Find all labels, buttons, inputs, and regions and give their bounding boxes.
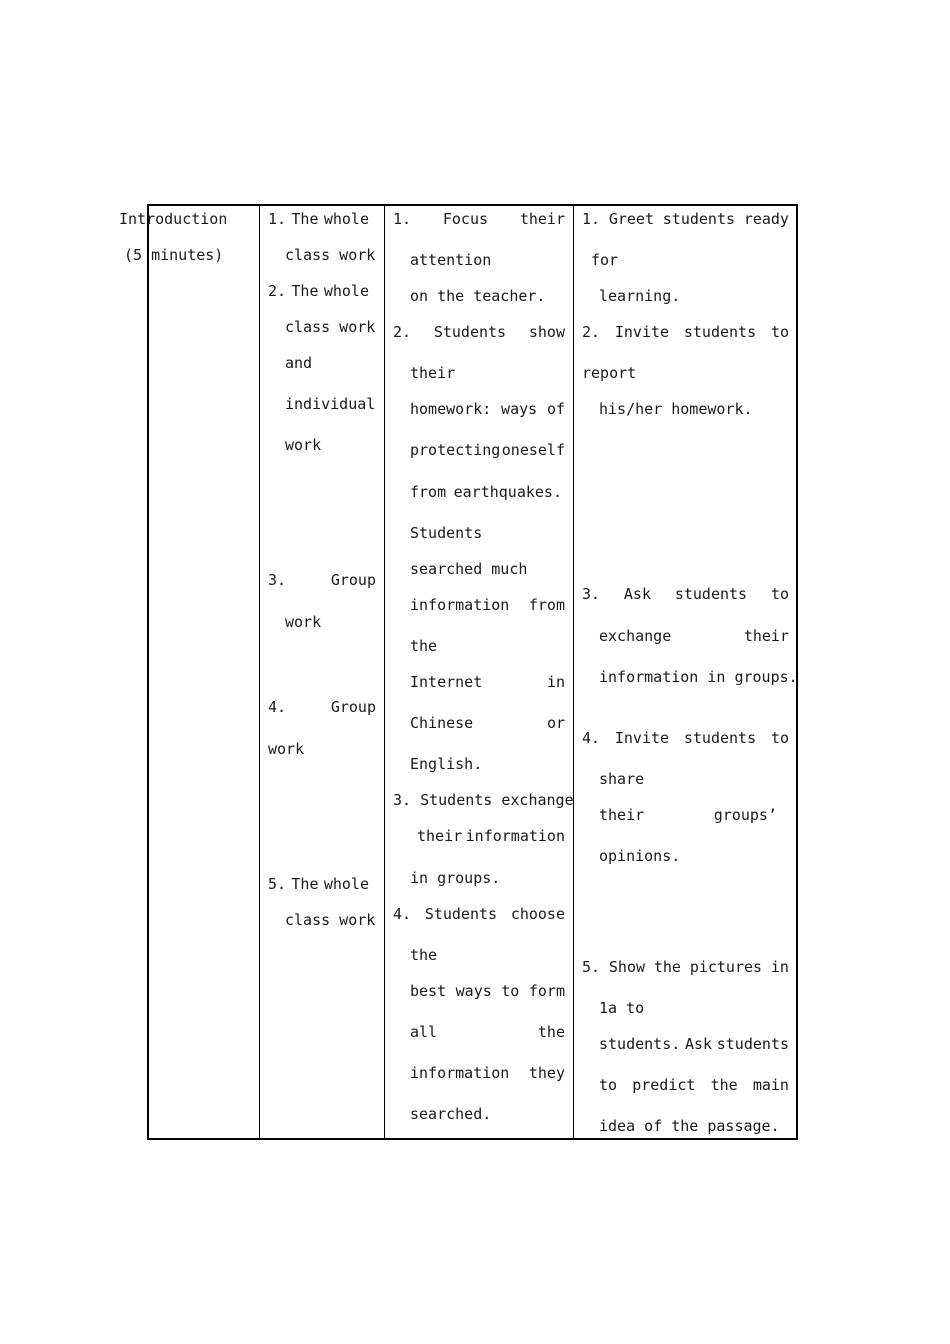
- word: Ask: [623, 585, 651, 603]
- interaction-line: [268, 698, 376, 716]
- word: of: [546, 400, 565, 418]
- teacher-activity-line: report: [582, 364, 637, 382]
- word: pictures: [689, 958, 763, 976]
- word: from: [528, 596, 565, 614]
- word: from: [410, 483, 447, 501]
- student-activity-line: Students: [410, 524, 483, 542]
- student-activity-line: the: [410, 637, 438, 655]
- word: students: [716, 1035, 789, 1053]
- word: 4.: [393, 905, 412, 923]
- word: 4.: [582, 729, 601, 747]
- student-activity-line: [410, 1023, 565, 1041]
- student-activity-line: [410, 596, 565, 614]
- student-activity-line: their: [410, 364, 456, 382]
- word: 1.: [582, 210, 601, 228]
- teacher-activity-line: [599, 1076, 789, 1094]
- word: Internet: [410, 673, 483, 691]
- student-activity-line: [410, 714, 565, 732]
- word: predict: [632, 1076, 696, 1094]
- word: Students: [424, 905, 498, 923]
- word: The: [291, 875, 319, 893]
- word: Focus: [442, 210, 489, 228]
- student-activity-line: [410, 982, 565, 1000]
- word: the: [537, 1023, 565, 1041]
- stage-time: (5 minutes): [124, 246, 224, 264]
- word: students: [683, 323, 757, 341]
- word: 3.: [582, 585, 601, 603]
- column-divider: [384, 206, 385, 1138]
- teacher-activity-line: learning.: [599, 287, 681, 305]
- student-activity-line: searched.: [410, 1105, 492, 1123]
- word: students: [683, 729, 757, 747]
- student-activity-line: [410, 441, 565, 459]
- student-activity-line: [410, 673, 565, 691]
- student-activity-line: [393, 210, 565, 228]
- word: whole: [323, 210, 369, 228]
- word: ready: [743, 210, 789, 228]
- teacher-activity-line: [582, 958, 789, 976]
- word: exchange: [599, 627, 672, 645]
- teacher-activity-line: [582, 729, 789, 747]
- word: 2.: [268, 282, 287, 300]
- student-activity-line: English.: [410, 755, 483, 773]
- interaction-line: [268, 210, 369, 228]
- student-activity-line: 3. Students exchange: [393, 791, 574, 809]
- teacher-activity-line: [582, 585, 789, 603]
- word: students: [674, 585, 748, 603]
- interaction-line: [268, 875, 369, 893]
- interaction-line: work: [268, 740, 305, 758]
- word: best: [410, 982, 447, 1000]
- word: to: [770, 323, 789, 341]
- word: 1.: [393, 210, 412, 228]
- student-activity-line: searched much: [410, 560, 528, 578]
- student-activity-line: [393, 905, 565, 923]
- word: in: [770, 958, 789, 976]
- student-activity-line: the: [410, 946, 438, 964]
- word: Invite: [614, 729, 670, 747]
- column-divider: [259, 206, 260, 1138]
- student-activity-line: [393, 323, 565, 341]
- word: form: [528, 982, 565, 1000]
- word: earthquakes.: [453, 483, 562, 501]
- interaction-line: [268, 282, 369, 300]
- word: groups’: [713, 806, 777, 824]
- word: in: [546, 673, 565, 691]
- word: protecting: [410, 441, 501, 459]
- word: Group: [330, 698, 376, 716]
- teacher-activity-line: share: [599, 770, 645, 788]
- word: 4.: [268, 698, 287, 716]
- student-activity-line: [410, 483, 562, 501]
- word: to: [501, 982, 520, 1000]
- teacher-activity-line: opinions.: [599, 847, 681, 865]
- word: the: [710, 1076, 738, 1094]
- word: 5.: [582, 958, 601, 976]
- word: to: [770, 729, 789, 747]
- teacher-activity-line: [599, 1035, 789, 1053]
- word: 5.: [268, 875, 287, 893]
- word: 3.: [268, 571, 287, 589]
- teacher-activity-line: idea of the passage.: [599, 1117, 780, 1135]
- word: to: [599, 1076, 618, 1094]
- word: ways: [455, 982, 492, 1000]
- student-activity-line: in groups.: [410, 869, 501, 887]
- word: Ask: [684, 1035, 713, 1053]
- student-activity-line: [410, 1064, 565, 1082]
- student-activity-line: on the teacher.: [410, 287, 546, 305]
- interaction-line: individual: [285, 395, 376, 413]
- word: information: [410, 1064, 510, 1082]
- student-activity-line: [417, 827, 565, 845]
- word: homework:: [410, 400, 492, 418]
- word: whole: [323, 875, 369, 893]
- word: Students: [433, 323, 507, 341]
- student-activity-line: attention: [410, 251, 492, 269]
- interaction-line: work: [285, 613, 322, 631]
- word: the: [653, 958, 681, 976]
- interaction-line: work: [285, 436, 322, 454]
- interaction-line: and: [285, 354, 313, 372]
- word: all: [410, 1023, 438, 1041]
- word: they: [528, 1064, 565, 1082]
- interaction-line: class work: [285, 246, 376, 264]
- word: oneself: [501, 441, 565, 459]
- teacher-activity-line: information in groups.: [599, 668, 798, 686]
- word: to: [770, 585, 789, 603]
- word: 2.: [393, 323, 412, 341]
- teacher-activity-line: [599, 806, 777, 824]
- teacher-activity-line: for: [591, 251, 619, 269]
- word: information: [465, 827, 565, 845]
- column-divider: [573, 206, 574, 1138]
- word: their: [519, 210, 565, 228]
- word: 1.: [268, 210, 287, 228]
- word: whole: [323, 282, 369, 300]
- word: or: [546, 714, 565, 732]
- word: main: [752, 1076, 789, 1094]
- word: their: [599, 806, 645, 824]
- word: choose: [510, 905, 565, 923]
- word: Show: [608, 958, 646, 976]
- teacher-activity-line: 1a to: [599, 999, 645, 1017]
- interaction-line: [268, 571, 376, 589]
- word: their: [417, 827, 463, 845]
- word: Group: [330, 571, 376, 589]
- teacher-activity-line: [599, 627, 789, 645]
- word: their: [743, 627, 789, 645]
- interaction-line: class work: [285, 911, 376, 929]
- teacher-activity-line: [582, 210, 789, 228]
- word: The: [291, 210, 319, 228]
- word: students.: [599, 1035, 681, 1053]
- word: information: [410, 596, 510, 614]
- teacher-activity-line: his/her homework.: [599, 400, 753, 418]
- stage-name: Introduction: [119, 210, 228, 228]
- teacher-activity-line: [582, 323, 789, 341]
- word: students: [662, 210, 736, 228]
- interaction-line: class work: [285, 318, 376, 336]
- word: 2.: [582, 323, 601, 341]
- word: Chinese: [410, 714, 474, 732]
- word: The: [291, 282, 319, 300]
- word: ways: [501, 400, 538, 418]
- word: show: [528, 323, 565, 341]
- word: Invite: [614, 323, 670, 341]
- student-activity-line: [410, 400, 565, 418]
- word: Greet: [608, 210, 654, 228]
